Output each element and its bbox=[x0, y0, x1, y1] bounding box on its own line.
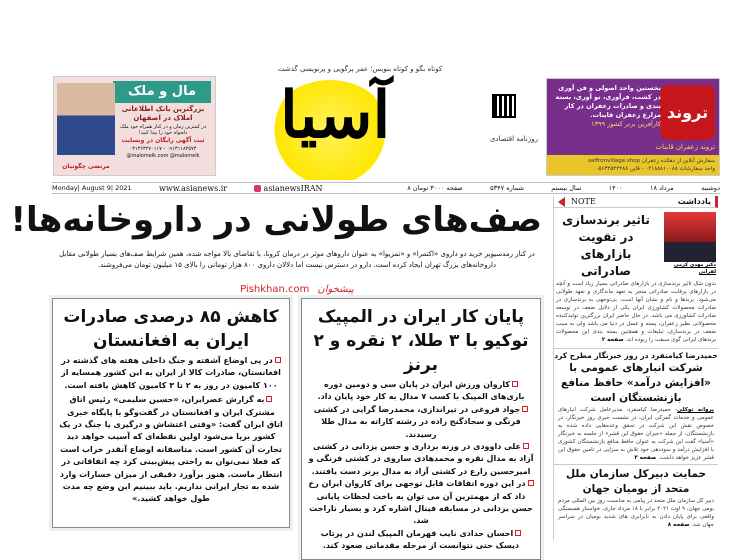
ad-award: کارآفرین برتر کشور ۱۳۹۹ bbox=[591, 120, 661, 128]
ad-title: بزرگترین بانک اطلاعاتی املاک در اصفهان bbox=[121, 105, 205, 122]
story-paragraph: احسان حدادی نایب قهرمان المپیک لندن در پرتاب دیسک حتی نتوانست از مرحله مقدماتی صعود کند. bbox=[308, 528, 534, 553]
weekday: دوشنبه bbox=[701, 184, 720, 192]
author-photo bbox=[664, 212, 716, 262]
note-label: یادداشت bbox=[677, 197, 711, 206]
bullet-icon bbox=[275, 357, 281, 363]
story-un-indigenous bbox=[554, 464, 718, 529]
instagram-icon bbox=[254, 185, 261, 192]
ad-brand-logo: تروند bbox=[660, 85, 715, 140]
story-paragraph: در پی اوضاع آشفته و جنگ داخلی هفته های گذشته در افغانستان، صادرات کالا از ایران به این کشور همسایه از ۱۰۰ کامیون در روز به ۲ تا ۳ کامیون کاهش یافته است. bbox=[61, 356, 281, 390]
bullet-icon bbox=[515, 530, 521, 536]
ad-text bbox=[551, 84, 661, 129]
volume: سال بیستم bbox=[551, 184, 582, 192]
bullet-icon bbox=[528, 480, 534, 486]
ad-subbrand: تروند زعفران قاینات bbox=[655, 143, 715, 151]
story-paragraph: کاروان ورزش ایران در پایان سی و دومین دوره بازی‌های المپیک با کسب ۷ مدال به کار خود پایان داد. bbox=[317, 380, 525, 402]
note-label-en: NOTE bbox=[571, 197, 596, 206]
story-paragraph: جواد فروغی در تیراندازی، محمدرضا گرایی در کشتی فرنگی و سجادگنج زاده در رشته کاراته به مدال طلا رسیدند. bbox=[308, 404, 534, 441]
ad-text-stack bbox=[115, 105, 211, 160]
right-column bbox=[553, 196, 720, 540]
story-public-warehouses bbox=[554, 348, 718, 462]
date-en: Monday| August 9| 2021 bbox=[52, 184, 132, 192]
ad-body: نخستین واحد اصولی و فن آوری در کشت، فرآوری، نو آوری، بسته بندی و صادرات زعفران در کار مزارع زعفران قاینات. bbox=[555, 84, 661, 119]
date-fa: ۱۸ مرداد bbox=[650, 184, 674, 192]
masthead bbox=[270, 64, 546, 182]
note-body-cont: طولانی می‌شود، برندها و نام و نشان آنها است. بی‌توجهی به برندسازی در صادرات محصولات کشاورزی ایران یکی از دلایل ضعف در توسعه صادرات کشاورزی می باشد. در حال حاضر ایران بزرگترین تولیدکننده محصولاتی نظیر زعفران، پسته و عسل در دنیا می باشد ولی به سبب ضعف در برندسازی، تبلیغات و همچنین بسته بندی این محصولات برندهای ایرانی گوی سبقت را ربوده اند. bbox=[556, 289, 716, 343]
ad-brand: مال و ملک bbox=[113, 81, 211, 103]
ad-footer-phone: واحد سفارشات ۰۲۱۸۸۸۱۰۰۸۸ - قاین ۰۵۶۳۲۵۴۲۴۸۸ bbox=[595, 166, 715, 172]
story-title: پایان کار ایران در المپیک توکیو با ۳ طلا، ۲ نقره و ۲ برنز bbox=[313, 307, 529, 375]
note-header bbox=[554, 196, 718, 208]
story-afghanistan-exports bbox=[52, 298, 290, 528]
newspaper-logo: آسیا bbox=[280, 78, 391, 153]
ad-torvand bbox=[546, 78, 720, 176]
author-box bbox=[660, 212, 716, 276]
watermark-url: Pishkhan.com bbox=[240, 284, 310, 295]
ad-web: @malomelk.com @malomelk bbox=[126, 153, 200, 159]
ad-footer-web: سفارش آنلاین از دهکده زعفران saffronvillage.shop bbox=[588, 158, 715, 164]
year: ۱۴۰۰ bbox=[608, 184, 623, 192]
instagram-label: asianewsIRAN bbox=[263, 183, 323, 193]
slogan: کوتاه بگو و کوتاه بنویس؛ عمر پرگویی و پرنویسی گذشت bbox=[278, 65, 443, 73]
byline: پروانه توکلی bbox=[677, 407, 714, 413]
author-name: دکتر مهدی کرمی لقرابی bbox=[673, 262, 716, 275]
page-ref: صفحه ۲ bbox=[601, 337, 624, 343]
ad-footer bbox=[547, 155, 719, 175]
ad-malomelk bbox=[53, 76, 216, 176]
price: ۸ صفحه ۳۰۰۰ تومان bbox=[407, 184, 463, 192]
website-link[interactable]: www.asianews.ir bbox=[159, 183, 228, 193]
story-title: شرکت انبارهای عمومی با «افزایش درآمد» حافظ منافع بازنشستگان است bbox=[561, 362, 711, 404]
bullet-icon bbox=[512, 381, 518, 387]
bullet-icon bbox=[266, 396, 272, 402]
ad-person-photo bbox=[57, 83, 115, 155]
ad-phones: ۰۹۱۳۱۱۸۳۵۷۳ - ۰۳۱۳۶۳۲۷۰۱۱۷ bbox=[129, 146, 197, 152]
page-ref: صفحه ۸ bbox=[667, 522, 690, 528]
newspaper-subtitle: روزنامه اقتصادی bbox=[489, 135, 538, 143]
ad-person-name: مرتضی چگونیان bbox=[62, 163, 110, 170]
page-ref: صفحه ۳ bbox=[634, 455, 657, 461]
watermark-name: پیشخوان bbox=[317, 284, 354, 295]
note-body-start: بدون شک تاثیر برندسازی در بازارهای صادراتی بسیار زیاد است و آنچه در بازارهای پرقابت صادراتی منجر به تعهد ماندگاری و تعهد bbox=[556, 281, 717, 295]
note-body bbox=[556, 280, 716, 344]
ad-text: در کمترین زمان و در کنار همراه خود ملک دلخواه خود را پیدا کنید! bbox=[119, 124, 207, 136]
story-body: پروانه توکلی- حمیدرضا کیامنفرد، مدیرعامل شرکت انبارهای عمومی و خدمات گمرکی ایران، در نشست خبری روز خبرنگار، در خصوص نقش این شرکت در تحقق وعده‌هایی داده شده به بازنشستگان، از جمله «جبران حقوق این قشر» از جلسه به خبرنگار «آسیا» گفت این شرکت به عنوان حافظ منافع بازنشستگان کشوری با افزایش درآمد و سوددهی خود تلاش به سزایی در تامین حقوق این قشر عزیز خواهد داشت. صفحه ۳ bbox=[558, 407, 714, 461]
story-body: دبیر کل سازمان ملل متحد در پیامی به مناسبت روز بین المللی مردم بومی جهان، ۹ اوت ۲۰۲۱ برابر با ۱۸ مرداد جاری، خواستار همبستگی واقعی برای پایان دادن به نابرابری های شدید بومیان در سراسر جهان شد. صفحه ۸ bbox=[558, 498, 714, 528]
story-paragraph: در این دوره اتفاقات قابل توجهی برای کاروان ایران رخ داد که از مهمترین آن می توان به باخت لحظات پایانی حسن یزدانی در مسابقه فینال اشاره کرد و بسیار ناراحت شد. bbox=[308, 479, 533, 526]
issue-number: شماره ۵۳۴۷ bbox=[490, 184, 524, 192]
story-title: کاهش ۸۵ درصدی صادرات ایران به افغانستان bbox=[63, 307, 279, 351]
bullet-icon bbox=[522, 406, 528, 412]
story-paragraph: علی داوودی در وزنه برداری و حسن یزدانی در کشتی آزاد به مدال نقره و محمدهادی ساروی در کشتی فرنگی و امیرحسین زارع در کشتی آزاد به مدال برنز دست یافتند. bbox=[308, 442, 534, 476]
note-title: تاثیر برندسازی در تقویت بازارهای صادراتی bbox=[562, 213, 650, 278]
ad-cta: ثبت آگهی رایگان در وبسایت bbox=[121, 137, 205, 144]
story-title: حمایت دبیرکل سازمان ملل متحد از بومیان جهان bbox=[565, 468, 707, 495]
instagram-handle[interactable] bbox=[254, 184, 322, 193]
headline-lead: در کنار رمدسیویر خرید دو داروی «اکتمرا» و «تمزیوا» به عنوان داروهای موثر در درمان کرونا، با تقاضای بالا مواجه شده، همین شرایط صف‌های بسیار طولانی مقابل داروخانه‌های بزرگ تهران ایجاد کرده است. دارو در دسترس نیست اما دلالان داروی ۸۰۰ هزار تومانی را بالای ۱۵ میلیون تومان می‌فروشند. bbox=[59, 250, 535, 269]
watermark bbox=[52, 284, 542, 296]
story-kicker: حمیدرضا کیامنفرد در روز خبرنگار مطرح کرد bbox=[554, 351, 718, 360]
main-headline: صف‌های طولانی در داروخانه‌ها! bbox=[10, 200, 542, 240]
note bbox=[554, 208, 718, 346]
story-tokyo-olympics bbox=[301, 298, 541, 560]
ad-contact bbox=[115, 146, 211, 160]
bullet-icon bbox=[523, 443, 529, 449]
story-paragraph: به گزارش عصرایران، «حسین سلیمی» رئیس اتاق مشترک ایران و افغانستان در گفت‌وگو با پایگاه خبری اتاق ایران گفت: «وقتی اغتشاش و درگیری یا جنگ در یک کشور برپا می‌شود اولین نقطه‌ای که آسیب خواهد دید تجارت آن کشور است. متاسفانه اوضاع آنقدر خراب است که فعلا نمی‌توان به راحتی پیش‌بینی کرد چه اتفاقاتی در انتظار ماست. هنوز برآورد دقیقی از میزان خسارات وارد شده به تجار ایرانی نداریم. باید ببینیم این وضع چه مدت طول خواهد کشید.» bbox=[59, 395, 283, 504]
qr-code-icon bbox=[492, 94, 516, 118]
arrow-left-icon bbox=[558, 197, 565, 207]
